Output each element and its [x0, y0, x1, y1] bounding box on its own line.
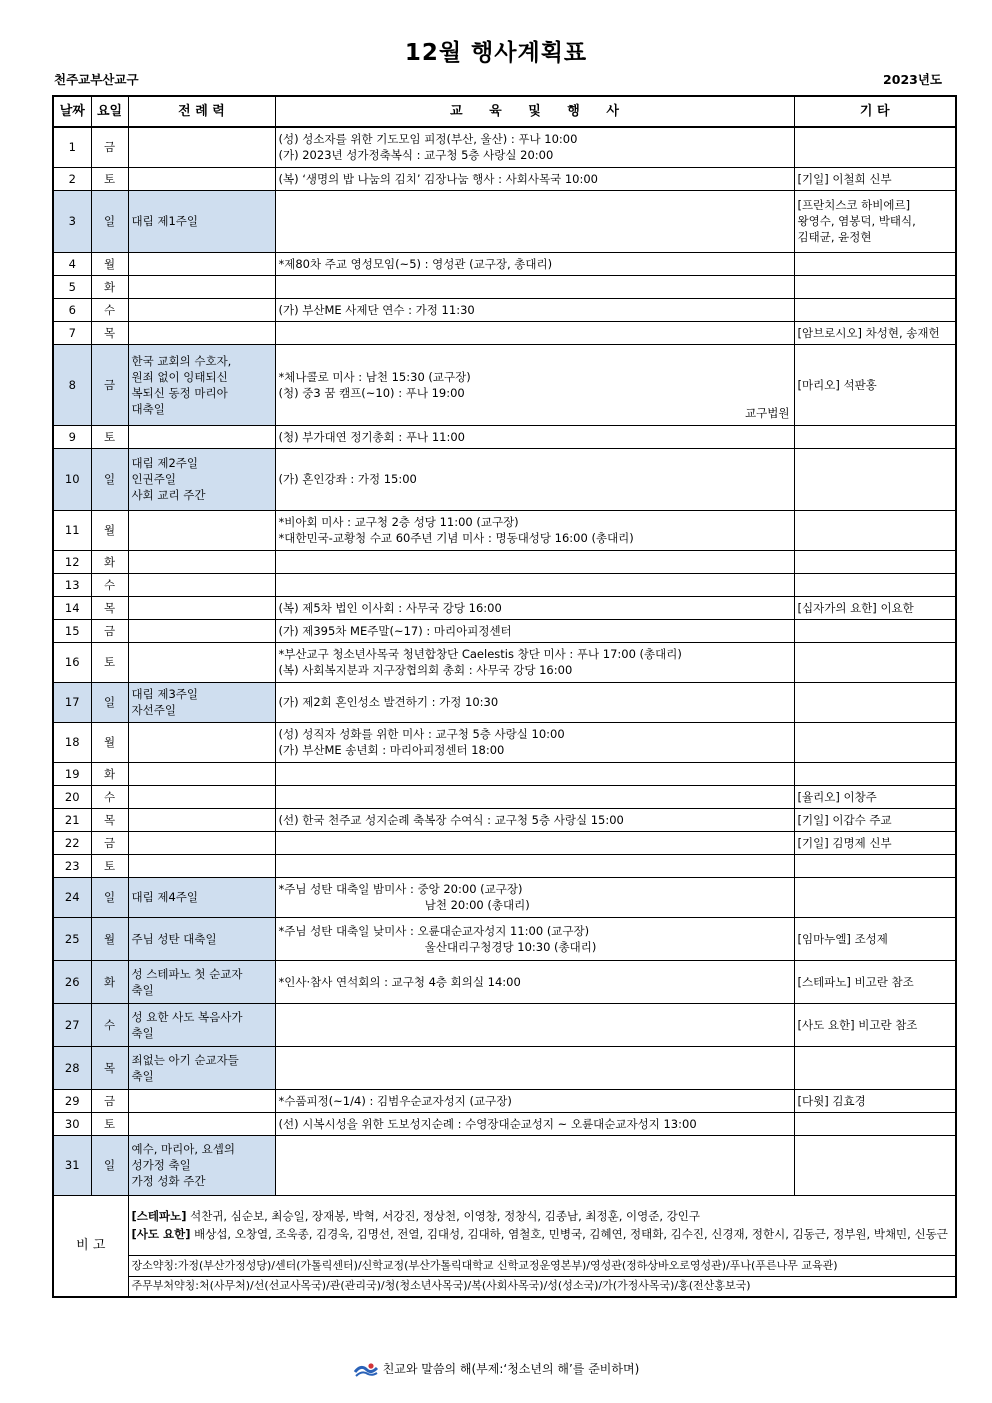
row-liturgy: [128, 298, 275, 321]
table-row: [53, 1003, 956, 1046]
footer: [0, 1360, 992, 1378]
row-day: 월: [91, 722, 128, 762]
row-date: 11: [53, 510, 91, 550]
row-date: 2: [53, 167, 91, 190]
organization-name: 천주교부산교구: [54, 72, 139, 87]
row-day: 화: [91, 762, 128, 785]
row-liturgy: [128, 275, 275, 298]
notes-places: 장소약칭:가정(부산가정성당)/센터(가톨릭센터)/신학교정(부산가톨릭대학교 신학교정운영본부)/영성관(정하상바오로영성관)/푸나(푸른나무 교육관): [128, 1255, 956, 1276]
row-day: 수: [91, 573, 128, 596]
table-row: [53, 167, 956, 190]
table-row: [53, 1112, 956, 1135]
row-etc: [기일] 이철희 신부: [794, 167, 956, 190]
row-day: 토: [91, 167, 128, 190]
event-line: (가) 제2회 혼인성소 발견하기 : 가정 10:30: [278, 695, 499, 709]
table-row: [53, 1046, 956, 1089]
notes-row-places: [53, 1255, 956, 1276]
row-liturgy: [128, 596, 275, 619]
row-day: 일: [91, 448, 128, 510]
row-etc: [암브로시오] 차성현, 송재헌: [794, 321, 956, 344]
table-row: [53, 785, 956, 808]
row-date: 4: [53, 252, 91, 275]
row-liturgy: [128, 510, 275, 550]
row-etc: [794, 1112, 956, 1135]
row-liturgy: [128, 642, 275, 682]
row-etc: [십자가의 요한] 이요한: [794, 596, 956, 619]
row-liturgy: [128, 785, 275, 808]
event-line: (가) 부산ME 사제단 연수 : 가정 11:30: [278, 302, 475, 317]
notes-section: [53, 1195, 956, 1297]
row-etc: [794, 642, 956, 682]
row-day: 토: [91, 1112, 128, 1135]
row-date: 8: [53, 344, 91, 425]
row-day: 금: [91, 619, 128, 642]
row-liturgy: 예수, 마리아, 요셉의 성가정 축일 가정 성화 주간: [128, 1135, 275, 1195]
row-date: 18: [53, 722, 91, 762]
row-liturgy: [128, 762, 275, 785]
event-line: *대한민국-교황청 수교 60주년 기념 미사 : 명동대성당 16:00 (총대리): [278, 531, 634, 545]
table-header-row: [53, 96, 956, 127]
event-line: *주님 성탄 대축일 낮미사 : 오륜대순교자성지 11:00 (교구장): [278, 923, 590, 938]
row-date: 14: [53, 596, 91, 619]
row-liturgy: 대림 제4주일: [128, 877, 275, 917]
row-events: [275, 596, 794, 619]
row-events: [275, 682, 794, 722]
table-row: [53, 510, 956, 550]
event-line: *체나콜로 미사 : 남천 15:30 (교구장): [278, 369, 471, 384]
header-date: 날짜: [53, 96, 91, 127]
event-line: 울산대리구청경당 10:30 (총대리): [278, 939, 597, 954]
row-events: [275, 321, 794, 344]
row-events: [275, 190, 794, 252]
event-line: *부산교구 청소년사목국 청년합창단 Caelestis 창단 미사 : 푸나 17:00 (총대리): [278, 647, 682, 661]
row-date: 26: [53, 960, 91, 1003]
row-date: 10: [53, 448, 91, 510]
row-day: 금: [91, 127, 128, 167]
row-liturgy: [128, 722, 275, 762]
row-day: 수: [91, 1003, 128, 1046]
row-date: 5: [53, 275, 91, 298]
event-tag: 교구법원: [745, 405, 790, 420]
row-etc: [프란치스코 하비에르] 왕영수, 염봉덕, 박태식, 김태균, 윤정현: [794, 190, 956, 252]
event-line: (청) 부가대연 정기총회 : 푸나 11:00: [278, 429, 465, 444]
table-row: [53, 722, 956, 762]
event-line: (복) ‘생명의 밥 나눔의 김치’ 김장나눔 행사 : 사회사목국 10:00: [278, 171, 598, 186]
row-day: 일: [91, 1135, 128, 1195]
table-row: [53, 344, 956, 425]
row-day: 화: [91, 550, 128, 573]
row-date: 27: [53, 1003, 91, 1046]
notes-row-names: [53, 1195, 956, 1255]
table-row: [53, 298, 956, 321]
row-etc: [794, 854, 956, 877]
row-events: [275, 510, 794, 550]
row-date: 12: [53, 550, 91, 573]
event-line: *수품피정(~1/4) : 김범우순교자성지 (교구장): [278, 1093, 512, 1108]
row-etc: [율리오] 이창주: [794, 785, 956, 808]
row-events: [275, 831, 794, 854]
row-day: 수: [91, 785, 128, 808]
row-events: [275, 127, 794, 167]
row-etc: [794, 448, 956, 510]
header-etc: 기 타: [794, 96, 956, 127]
row-etc: [794, 573, 956, 596]
row-etc: [794, 550, 956, 573]
row-date: 29: [53, 1089, 91, 1112]
row-events: [275, 642, 794, 682]
note-stephen-names: 석찬귀, 심순보, 최승일, 장재봉, 박혁, 서강진, 정상천, 이영창, 정창식, 김종남, 최정훈, 이영준, 강인구: [186, 1209, 700, 1223]
row-date: 21: [53, 808, 91, 831]
event-line: *인사·참사 연석회의 : 교구청 4층 회의실 14:00: [278, 974, 521, 989]
row-day: 금: [91, 1089, 128, 1112]
row-etc: [794, 1135, 956, 1195]
event-line: (가) 2023년 성가정축복식 : 교구청 5층 사랑실 20:00: [278, 148, 554, 163]
event-line: (선) 시복시성을 위한 도보성지순례 : 수영장대순교성지 ~ 오륜대순교자성지 13:00: [278, 1116, 697, 1131]
schedule-table: [52, 95, 957, 1298]
row-events: [275, 252, 794, 275]
row-day: 일: [91, 877, 128, 917]
row-day: 목: [91, 1046, 128, 1089]
row-events: [275, 448, 794, 510]
row-liturgy: [128, 619, 275, 642]
footer-text: 친교와 말씀의 해(부제:‘청소년의 해’를 준비하며): [382, 1362, 640, 1376]
row-liturgy: 성 스테파노 첫 순교자 축일: [128, 960, 275, 1003]
row-date: 22: [53, 831, 91, 854]
table-row: [53, 960, 956, 1003]
table-row: [53, 762, 956, 785]
table-row: [53, 619, 956, 642]
row-day: 목: [91, 596, 128, 619]
table-row: [53, 275, 956, 298]
event-line: (가) 혼인강좌 : 가정 15:00: [278, 472, 417, 486]
table-row: [53, 854, 956, 877]
row-liturgy: [128, 550, 275, 573]
row-etc: [스테파노] 비고란 참조: [794, 960, 956, 1003]
event-line: (성) 성소자를 위한 기도모임 피정(부산, 울산) : 푸나 10:00: [278, 132, 578, 147]
row-date: 31: [53, 1135, 91, 1195]
row-events: [275, 573, 794, 596]
row-day: 월: [91, 252, 128, 275]
row-liturgy: 대림 제2주일 인권주일 사회 교리 주간: [128, 448, 275, 510]
event-line: *주님 성탄 대축일 밤미사 : 중앙 20:00 (교구장): [278, 882, 523, 896]
event-line: (가) 제395차 ME주말(~17) : 마리아피정센터: [278, 623, 512, 638]
row-date: 1: [53, 127, 91, 167]
row-events: [275, 722, 794, 762]
row-events: [275, 425, 794, 448]
row-etc: [임마누엘] 조성제: [794, 917, 956, 960]
row-events: [275, 762, 794, 785]
row-etc: [794, 425, 956, 448]
header-liturgy: 전 례 력: [128, 96, 275, 127]
row-liturgy: [128, 831, 275, 854]
row-liturgy: [128, 1112, 275, 1135]
row-etc: [794, 298, 956, 321]
row-etc: [794, 510, 956, 550]
table-row: [53, 252, 956, 275]
row-etc: [794, 619, 956, 642]
row-liturgy: [128, 321, 275, 344]
table-row: [53, 425, 956, 448]
row-events: [275, 854, 794, 877]
row-etc: [794, 722, 956, 762]
notes-names: [128, 1195, 956, 1255]
row-date: 13: [53, 573, 91, 596]
event-line: (성) 성직자 성화를 위한 미사 : 교구청 5층 사랑실 10:00: [278, 727, 565, 741]
table-row: [53, 642, 956, 682]
row-date: 7: [53, 321, 91, 344]
row-date: 20: [53, 785, 91, 808]
row-events: [275, 1089, 794, 1112]
row-day: 토: [91, 854, 128, 877]
event-line: (선) 한국 천주교 성지순례 축복장 수여식 : 교구청 5층 사랑실 15:00: [278, 812, 624, 827]
row-etc: [794, 127, 956, 167]
row-etc: [794, 682, 956, 722]
row-liturgy: 주님 성탄 대축일: [128, 917, 275, 960]
row-events: [275, 877, 794, 917]
row-liturgy: [128, 127, 275, 167]
table-row: [53, 1135, 956, 1195]
year-label: 2023년도: [883, 72, 942, 87]
event-line: (가) 부산ME 송년회 : 마리아피정센터 18:00: [278, 743, 505, 757]
notes-label: 비 고: [53, 1195, 128, 1297]
row-etc: [기일] 이갑수 주교: [794, 808, 956, 831]
row-etc: [794, 877, 956, 917]
diocese-logo-icon: [353, 1362, 379, 1378]
row-etc: [794, 252, 956, 275]
table-row: [53, 917, 956, 960]
row-etc: [794, 275, 956, 298]
row-events: [275, 785, 794, 808]
schedule-body: [53, 127, 956, 1195]
row-date: 15: [53, 619, 91, 642]
row-day: 금: [91, 831, 128, 854]
row-events: [275, 275, 794, 298]
row-etc: [다윗] 김효경: [794, 1089, 956, 1112]
row-etc: [794, 1046, 956, 1089]
row-day: 월: [91, 510, 128, 550]
event-line: *비아회 미사 : 교구청 2층 성당 11:00 (교구장): [278, 515, 519, 529]
row-day: 토: [91, 642, 128, 682]
table-row: [53, 573, 956, 596]
row-liturgy: [128, 1089, 275, 1112]
row-day: 일: [91, 682, 128, 722]
note-john-tag: [사도 요한]: [131, 1227, 191, 1241]
table-row: [53, 550, 956, 573]
row-liturgy: [128, 808, 275, 831]
row-events: [275, 1135, 794, 1195]
row-day: 일: [91, 190, 128, 252]
table-row: [53, 877, 956, 917]
row-liturgy: 죄없는 아기 순교자들 축일: [128, 1046, 275, 1089]
row-etc: [사도 요한] 비고란 참조: [794, 1003, 956, 1046]
event-line: (청) 중3 꿈 캠프(~10) : 푸나 19:00: [278, 385, 465, 400]
table-row: [53, 190, 956, 252]
table-row: [53, 448, 956, 510]
row-liturgy: 대림 제3주일 자선주일: [128, 682, 275, 722]
row-liturgy: [128, 854, 275, 877]
row-events: [275, 550, 794, 573]
row-events: [275, 1003, 794, 1046]
row-events: [275, 960, 794, 1003]
row-date: 30: [53, 1112, 91, 1135]
table-row: [53, 808, 956, 831]
row-events: [275, 1046, 794, 1089]
header-day: 요일: [91, 96, 128, 127]
table-row: [53, 321, 956, 344]
header-events: 교 육 및 행 사: [275, 96, 794, 127]
row-day: 토: [91, 425, 128, 448]
note-john-names: 배상섭, 오창열, 조욱종, 김경욱, 김명선, 전열, 김대성, 김대하, 염철호, 민병국, 김혜연, 정태화, 김수진, 신경재, 정한시, 김동근, 정부원, 박채민, 신동근: [190, 1227, 948, 1241]
row-day: 금: [91, 344, 128, 425]
row-etc: [794, 762, 956, 785]
row-date: 19: [53, 762, 91, 785]
table-row: [53, 1089, 956, 1112]
event-line: (복) 제5차 법인 이사회 : 사무국 강당 16:00: [278, 600, 502, 615]
row-liturgy: [128, 573, 275, 596]
row-day: 월: [91, 917, 128, 960]
row-liturgy: [128, 252, 275, 275]
page-title: 12월 행사계획표: [404, 40, 588, 66]
table-row: [53, 831, 956, 854]
note-stephen-tag: [스테파노]: [131, 1209, 187, 1223]
table-row: [53, 596, 956, 619]
row-etc: [마리오] 석판홍: [794, 344, 956, 425]
row-events: [275, 1112, 794, 1135]
event-line: *제80차 주교 영성모임(~5) : 영성관 (교구장, 총대리): [278, 256, 553, 271]
row-events: [275, 619, 794, 642]
row-day: 목: [91, 808, 128, 831]
notes-offices: 주무부처약칭:처(사무처)/선(선교사목국)/관(관리국)/청(청소년사목국)/복(사회사목국)/성(성소국)/가(가정사목국)/홍(전산홍보국): [128, 1276, 956, 1297]
row-date: 3: [53, 190, 91, 252]
row-date: 25: [53, 917, 91, 960]
row-liturgy: 성 요한 사도 복음사가 축일: [128, 1003, 275, 1046]
event-line: 남천 20:00 (총대리): [278, 898, 530, 912]
row-liturgy: 한국 교회의 수호자, 원죄 없이 잉태되신 복되신 동정 마리아 대축일: [128, 344, 275, 425]
row-date: 17: [53, 682, 91, 722]
row-events: [275, 167, 794, 190]
row-events: [275, 344, 794, 425]
row-etc: [기일] 김명제 신부: [794, 831, 956, 854]
row-day: 목: [91, 321, 128, 344]
row-date: 24: [53, 877, 91, 917]
table-row: [53, 127, 956, 167]
row-liturgy: [128, 167, 275, 190]
row-date: 16: [53, 642, 91, 682]
row-events: [275, 917, 794, 960]
row-events: [275, 808, 794, 831]
row-date: 23: [53, 854, 91, 877]
row-date: 28: [53, 1046, 91, 1089]
row-day: 화: [91, 275, 128, 298]
row-date: 9: [53, 425, 91, 448]
notes-row-offices: [53, 1276, 956, 1297]
row-day: 화: [91, 960, 128, 1003]
event-line: (복) 사회복지분과 지구장협의회 총회 : 사무국 강당 16:00: [278, 663, 573, 677]
row-date: 6: [53, 298, 91, 321]
row-liturgy: 대림 제1주일: [128, 190, 275, 252]
row-events: [275, 298, 794, 321]
row-liturgy: [128, 425, 275, 448]
table-row: [53, 682, 956, 722]
row-day: 수: [91, 298, 128, 321]
